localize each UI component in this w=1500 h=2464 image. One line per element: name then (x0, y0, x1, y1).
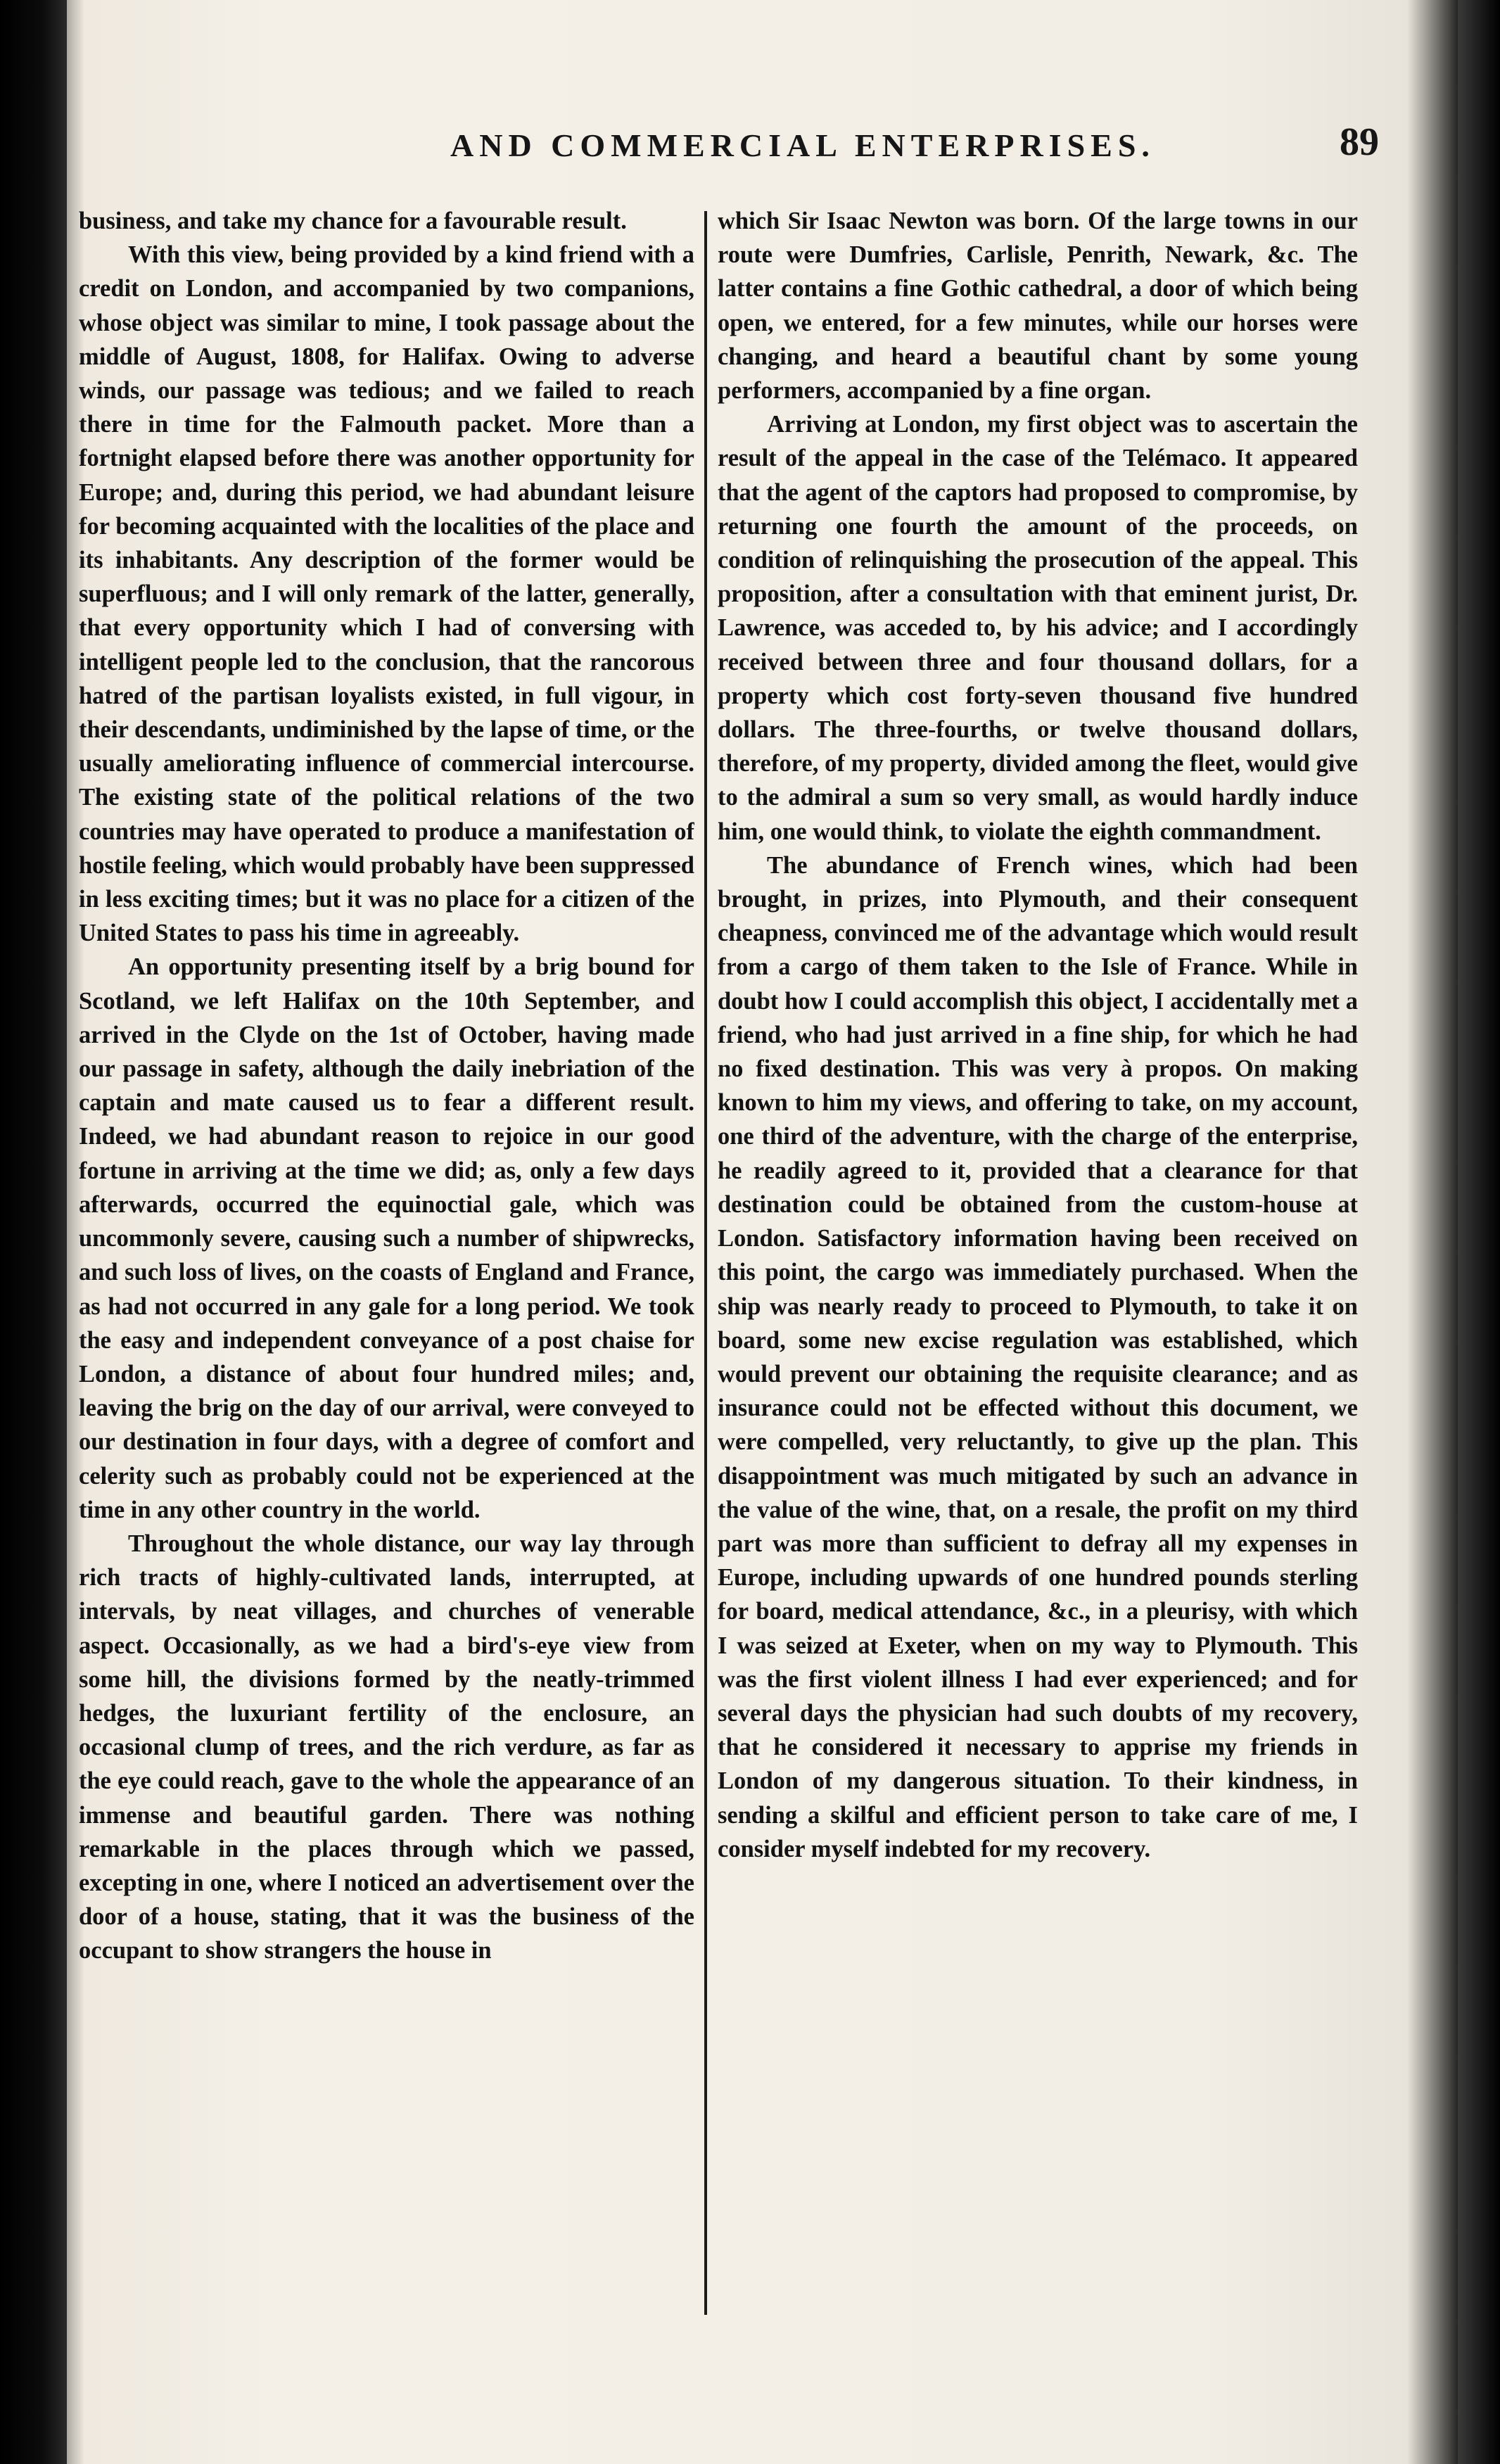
paragraph: Arriving at London, my first object was to ascertain the result of the appeal in the case of the Telémaco. It appeared that the agent of the captors had proposed to compromise, by returning one fourth the amount of the proceeds, on condition of relinquishing the prosecution of the appeal. This proposition, after a consultation with that eminent jurist, Dr. Lawrence, was acceded to, by his advice; and I accordingly received between three and four thousand dollars, for a property which cost forty-seven thousand five hundred dollars. The three-fourths, or twelve thousand dollars, therefore, of my property, divided among the fleet, would give to the admiral a sum so very small, as would hardly induce him, one would think, to violate the eighth commandment. (718, 411, 1358, 845)
page-number: 89 (1340, 120, 1379, 164)
book-spine-shadow (0, 0, 67, 2464)
paragraph: Throughout the whole distance, our way lay through rich tracts of highly-cultivated lands, interrupted, at intervals, by neat villages, and churches of venerable aspect. Occasionally, as we had a bird's-eye view from some hill, the divisions formed by the neatly-trimmed hedges, the luxuriant fertility of the enclosure, an occasional clump of trees, and the rich verdure, as far as the eye could reach, gave to the whole the appearance of an immense and beautiful garden. There was nothing remarkable in the places through which we passed, excepting in one, where I noticed an advertisement over the door of a house, stating, that it was the business of the occupant to show strangers the house in (79, 1530, 694, 1964)
paragraph: With this view, being provided by a kind friend with a credit on London, and accompanied by two companions, whose object was similar to mine, I took passage about the middle of August, 1808, for Halifax. Owing to adverse winds, our passage was tedious; and we failed to reach there in time for the Falmouth packet. More than a fortnight elapsed before there was another opportunity for Europe; and, during this period, we had abundant leisure for becoming acquainted with the localities of the place and its inhabitants. Any description of the former would be superfluous; and I will only remark of the latter, generally, that every opportunity which I had of conversing with intelligent people led to the conclusion, that the rancorous hatred of the partisan loyalists existed, in full vigour, in their descendants, undiminished by the lapse of time, or the usually ameliorating influence of commercial intercourse. The existing state of the political relations of the two countries may have operated to produce a manifestation of hostile feeling, which would probably have been suppressed in less exciting times; but it was no place for a citizen of the United States to pass his time in agreeably. (79, 241, 694, 947)
running-head: AND COMMERCIAL ENTERPRISES. (450, 127, 1155, 163)
paragraph: An opportunity presenting itself by a brig bound for Scotland, we left Halifax on the 10th September, and arrived in the Clyde on the 1st of October, having made our passage in safety, although the daily inebriation of the captain and mate caused us to fear a different result. Indeed, we had abundant reason to rejoice in our good fortune in arriving at the time we did; as, only a few days afterwards, occurred the equinoctial gale, which was uncommonly severe, causing such a number of shipwrecks, and such loss of lives, on the coasts of England and France, as had not occurred in any gale for a long period. We took the easy and independent conveyance of a post chaise for London, a distance of about four hundred miles; and, leaving the brig on the day of our arrival, were conveyed to our destination in four days, with a degree of comfort and celerity such as probably could not be experienced at the time in any other country in the world. (79, 953, 694, 1523)
paragraph: business, and take my chance for a favourable result. (79, 208, 627, 234)
paragraph: The abundance of French wines, which had been brought, in prizes, into Plymouth, and their consequent cheapness, convinced me of the advantage which would result from a cargo of them taken to the Isle of France. While in doubt how I could accomplish this object, I accidentally met a friend, who had just arrived in a fine ship, for which he had no fixed destination. This was very à propos. On making known to him my views, and offering to take, on my account, one third of the adventure, with the charge of the enterprise, he readily agreed to it, provided that a clearance for that destination could be obtained from the custom-house at London. Satisfactory information having been received on this point, the cargo was immediately purchased. When the ship was nearly ready to proceed to Plymouth, to take it on board, some new excise regulation was established, which would prevent our obtaining the requisite clearance; and as insurance could not be effected without this document, we were compelled, very reluctantly, to give up the plan. This disappointment was much mitigated by such an advance in the value of the wine, that, on a resale, the profit on my third part was more than sufficient to defray all my expenses in Europe, including upwards of one hundred pounds sterling for board, medical attendance, &c., in a pleurisy, with which I was seized at Exeter, when on my way to Plymouth. This was the first violent illness I had ever experienced; and for several days the physician had such doubts of my recovery, that he considered it necessary to apprise my friends in London of my dangerous situation. To their kindness, in sending a skilful and efficient person to take care of me, I consider myself indebted for my recovery. (718, 851, 1358, 1862)
paragraph: which Sir Isaac Newton was born. Of the large towns in our route were Dumfries, Carlisle, Penrith, Newark, &c. The latter contains a fine Gothic cathedral, a door of which being open, we entered, for a few minutes, while our horses were changing, and heard a beautiful chant by some young performers, accompanied by a fine organ. (718, 208, 1358, 405)
right-column (718, 204, 1358, 2308)
page-header (84, 120, 1379, 190)
left-column (79, 204, 694, 2308)
page-edge-shadow (1458, 0, 1500, 2464)
column-divider (704, 211, 707, 2315)
